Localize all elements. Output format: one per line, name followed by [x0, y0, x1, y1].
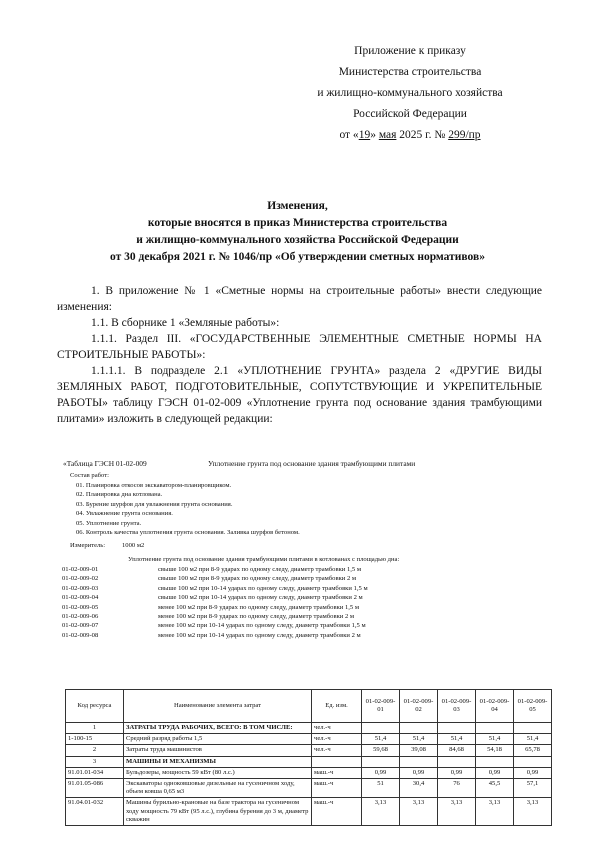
work-item: 03. Бурение шурфов для увлажнения грунта основания. [76, 500, 233, 508]
value-cell: 30,4 [400, 779, 438, 798]
column-header: 01-02-009-03 [438, 690, 476, 723]
norm-code-row [62, 584, 552, 593]
value-cell: 84,68 [438, 745, 476, 756]
resource-name: Бульдозеры, мощность 59 кВт (80 л.с.) [124, 767, 312, 778]
work-composition-list [76, 481, 376, 537]
value-cell: 54,18 [476, 745, 514, 756]
resource-name: ЗАТРАТЫ ТРУДА РАБОЧИХ, ВСЕГО: В ТОМ ЧИСЛЕ: [124, 723, 312, 734]
norm-code-text: менее 100 м2 при 8-9 ударах по одному следу, диаметр трамбовки 2 м [158, 613, 355, 621]
value-cell [476, 756, 514, 767]
norm-table-title: Уплотнение грунта под основание здания трамбующими плитами [208, 459, 416, 468]
header-line-1: Приложение к приказу [354, 45, 466, 57]
paragraph-4: 1.1.1.1. В подразделе 2.1 «УПЛОТНЕНИЕ ГРУНТА» раздела 2 «ДРУГИЕ ВИДЫ ЗЕМЛЯНЫХ РАБОТ, ПОДГОТОВИТЕЛЬНЫЕ, СОПУТСТВУЮЩИЕ И УКРЕПИТЕЛЬНЫЕ РАБОТЫ» таблицу ГЭСН 01-02-009 «Уплотнение грунта под основание здания трамбующими плитами» изложить в следующей редакции: [57, 365, 542, 425]
norm-code-row [62, 565, 552, 574]
value-cell: 51,4 [476, 734, 514, 745]
norm-code: 01-02-009-03 [62, 584, 99, 592]
value-cell: 65,78 [514, 745, 552, 756]
column-header: 01-02-009-05 [514, 690, 552, 723]
resource-unit [312, 756, 362, 767]
norm-code-text: свыше 100 м2 при 10-14 ударах по одному следу, диаметр трамбовки 2 м [158, 594, 363, 602]
paragraph-1: 1. В приложение № 1 «Сметные нормы на строительные работы» внести следующие изменения: [57, 285, 542, 313]
norm-code: 01-02-009-04 [62, 594, 99, 602]
title-line-2: которые вносятся в приказ Министерства строительства [147, 217, 448, 229]
value-cell: 0,99 [400, 767, 438, 778]
table-row [66, 734, 552, 745]
norm-code-row [62, 631, 552, 640]
order-appendix-header [260, 41, 560, 146]
value-cell [362, 756, 400, 767]
title-line-3: и жилищно-коммунального хозяйства Российской Федерации [136, 234, 459, 246]
date-mid: » [370, 129, 379, 141]
column-header: 01-02-009-04 [476, 690, 514, 723]
norm-code-text: свыше 100 м2 при 8-9 ударах по одному следу, диаметр трамбовки 1,5 м [158, 566, 362, 573]
norm-code-row [62, 574, 552, 583]
value-cell: 76 [438, 779, 476, 798]
norm-code-text: менее 100 м2 при 8-9 ударах по одному следу, диаметр трамбовки 1,5 м [158, 603, 360, 611]
column-header: 01-02-009-01 [362, 690, 400, 723]
resource-name: Экскаваторы одноковшовые дизельные на гусеничном ходу, объем ковша 0,65 м3 [124, 779, 312, 798]
norm-code-text: свыше 100 м2 при 10-14 ударах по одному следу, диаметр трамбовки 1,5 м [158, 584, 368, 592]
resource-unit: чел.-ч [312, 723, 362, 734]
resource-unit: маш.-ч [312, 798, 362, 826]
norm-code: 01-02-009-06 [62, 613, 99, 621]
column-header: 01-02-009-02 [400, 690, 438, 723]
value-cell: 39,08 [400, 745, 438, 756]
norm-code: 01-02-009-05 [62, 603, 99, 611]
norm-code: 01-02-009-07 [62, 622, 99, 630]
norm-code-row [62, 593, 552, 602]
table-row [66, 723, 552, 734]
value-cell [438, 723, 476, 734]
value-cell: 0,99 [514, 767, 552, 778]
value-cell: 3,13 [514, 798, 552, 826]
value-cell: 0,99 [476, 767, 514, 778]
unit-value: 1000 м2 [122, 542, 145, 549]
work-item: 06. Контроль качества уплотнения грунта основания. Заливка шурфов бетоном. [76, 529, 300, 537]
work-item: 01. Планировка откосов экскаватором-планировщиком. [76, 482, 232, 489]
resource-unit: чел.-ч [312, 745, 362, 756]
norm-code-row [62, 612, 552, 621]
column-header: Наименование элемента затрат [124, 690, 312, 723]
resource-code: 1-100-15 [66, 734, 124, 745]
value-cell [514, 723, 552, 734]
value-cell: 51 [362, 779, 400, 798]
norm-code-row [62, 621, 552, 630]
title-line-4: от 30 декабря 2021 г. № 1046/пр «Об утверждении сметных нормативов» [110, 251, 485, 263]
norm-code-list [62, 565, 552, 640]
norm-table-label: «Таблица ГЭСН 01-02-009 [63, 459, 147, 468]
value-cell: 51,4 [362, 734, 400, 745]
date-prefix: от « [339, 129, 359, 141]
value-cell [476, 723, 514, 734]
order-number: 299/пр [448, 129, 481, 141]
value-cell: 59,68 [362, 745, 400, 756]
date-day: 19 [358, 129, 371, 141]
date-year-no: 2025 г. № [396, 129, 449, 141]
resource-unit: маш.-ч [312, 767, 362, 778]
value-cell: 3,13 [400, 798, 438, 826]
resource-unit: маш.-ч [312, 779, 362, 798]
paragraph-3: 1.1.1. Раздел III. «ГОСУДАРСТВЕННЫЕ ЭЛЕМЕНТНЫЕ СМЕТНЫЕ НОРМЫ НА СТРОИТЕЛЬНЫЕ РАБОТЫ»: [57, 333, 542, 361]
norm-code: 01-02-009-01 [62, 566, 99, 573]
header-line-4: Российской Федерации [353, 108, 467, 120]
resource-name: Машины бурильно-крановые на базе трактора на гусеничном ходу мощность 79 кВт (95 л.с.), глубина бурения до 3 м, диаметр скважин [124, 798, 312, 826]
resource-name: Средний разряд работы 1,5 [124, 734, 312, 745]
resource-code: 91.04.01-032 [66, 798, 124, 826]
work-item: 02. Планировка дна котлована. [76, 491, 163, 499]
value-cell [400, 756, 438, 767]
table-row [66, 756, 552, 767]
work-item: 05. Уплотнение грунта. [76, 519, 142, 527]
unit-label: Измеритель: [70, 542, 106, 549]
work-composition-header: Состав работ: [70, 472, 109, 479]
value-cell: 45,5 [476, 779, 514, 798]
resource-table [65, 689, 552, 826]
resource-code: 3 [66, 756, 124, 767]
table-row [66, 745, 552, 756]
table-row [66, 767, 552, 778]
resource-name: Затраты труда машинистов [124, 745, 312, 756]
table-row [66, 779, 552, 798]
header-line-2: Министерства строительства [338, 66, 482, 78]
norm-code: 01-02-009-08 [62, 631, 99, 639]
resource-code: 1 [66, 723, 124, 734]
document-title [40, 198, 555, 266]
norm-intro: Уплотнение грунта под основание здания трамбующими плитами в котлованах с площадью дна: [128, 556, 400, 563]
resource-code: 2 [66, 745, 124, 756]
value-cell: 3,13 [476, 798, 514, 826]
value-cell: 0,99 [438, 767, 476, 778]
paragraph-2: 1.1. В сборнике 1 «Земляные работы»: [91, 317, 280, 329]
header-line-3: и жилищно-коммунального хозяйства [317, 87, 503, 99]
header-date-line [260, 125, 560, 146]
date-month: мая [378, 129, 397, 141]
value-cell: 51,4 [438, 734, 476, 745]
table-row [66, 798, 552, 826]
value-cell: 3,13 [362, 798, 400, 826]
value-cell: 57,1 [514, 779, 552, 798]
value-cell [438, 756, 476, 767]
norm-code: 01-02-009-02 [62, 575, 99, 583]
value-cell: 51,4 [400, 734, 438, 745]
norm-code-text: свыше 100 м2 при 8-9 ударах по одному следу, диаметр трамбовки 2 м [158, 575, 357, 583]
resource-code: 91.01.01-034 [66, 767, 124, 778]
value-cell: 0,99 [362, 767, 400, 778]
title-line-1: Изменения, [267, 200, 328, 212]
value-cell [400, 723, 438, 734]
norm-code-text: менее 100 м2 при 10-14 ударах по одному следу, диаметр трамбовки 2 м [158, 631, 361, 639]
resource-code: 91.01.05-086 [66, 779, 124, 798]
work-item: 04. Увлажнение грунта основания. [76, 510, 173, 518]
value-cell: 3,13 [438, 798, 476, 826]
norm-code-row [62, 603, 552, 612]
value-cell [362, 723, 400, 734]
column-header: Ед. изм. [312, 690, 362, 723]
resource-name: МАШИНЫ И МЕХАНИЗМЫ [124, 756, 312, 767]
table-header-row [66, 690, 552, 723]
value-cell [514, 756, 552, 767]
column-header: Код ресурса [66, 690, 124, 723]
norm-code-text: менее 100 м2 при 10-14 ударах по одному следу, диаметр трамбовки 1,5 м [158, 622, 366, 630]
value-cell: 51,4 [514, 734, 552, 745]
resource-unit: чел.-ч [312, 734, 362, 745]
